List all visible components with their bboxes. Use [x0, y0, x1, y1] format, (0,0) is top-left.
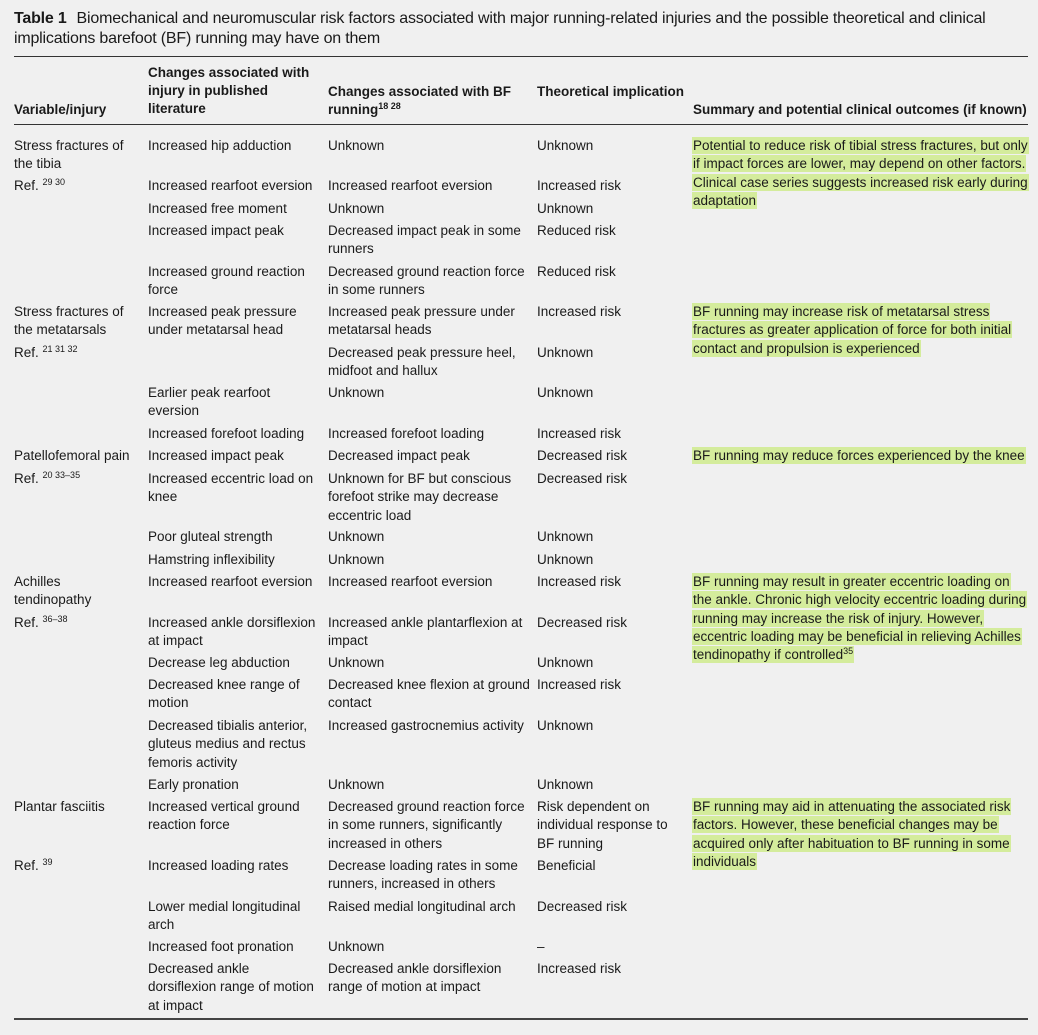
bf-change: Decrease loading rates in some runners, increased in others [328, 858, 518, 892]
implication: Increased risk [537, 961, 622, 976]
injury-change: Poor gluteal strength [148, 529, 273, 544]
injury-change: Hamstring inflexibility [148, 552, 275, 567]
ref-numbers: 39 [42, 857, 53, 867]
injury-change: Increased forefoot loading [148, 426, 305, 441]
bf-change: Unknown [328, 939, 385, 954]
bf-change: Decreased ankle dorsiflexion range of motion at impact [328, 961, 502, 995]
ref-numbers: 21 31 32 [42, 344, 78, 354]
bf-change: Increased ankle plantarflexion at impact [328, 615, 523, 649]
bf-change: Increased rearfoot eversion [328, 178, 493, 193]
injury-change: Lower medial longitudinal arch [148, 899, 301, 933]
bf-change: Increased rearfoot eversion [328, 574, 493, 589]
bf-change: Decreased ground reaction force in some runners [328, 264, 525, 298]
header-bf-changes-refs: 18 28 [378, 101, 401, 111]
injury-change: Increased free moment [148, 201, 287, 216]
implication: Decreased risk [537, 899, 628, 914]
injury-change: Decreased tibialis anterior, gluteus medius and rectus femoris activity [148, 718, 308, 770]
implication: Unknown [537, 552, 594, 567]
header-variable-injury: Variable/injury [14, 102, 107, 117]
table-label: Table 1 [14, 10, 67, 27]
header-bf-changes-text: Changes associated with BF running [328, 84, 512, 117]
injury-name: Stress fractures of the metatarsals [14, 304, 124, 338]
injury-change: Increased rearfoot eversion [148, 574, 313, 589]
implication: Increased risk [537, 574, 622, 589]
bf-change: Decreased knee flexion at ground contact [328, 677, 530, 711]
implication: Increased risk [537, 178, 622, 193]
summary-cell [693, 798, 1029, 871]
injury-name: Stress fractures of the tibia [14, 138, 124, 172]
injury-change: Increased impact peak [148, 223, 284, 238]
ref-numbers: 20 33–35 [42, 470, 81, 480]
implication: Reduced risk [537, 264, 616, 279]
summary-cell [693, 303, 1029, 358]
summary-text [693, 574, 1026, 662]
implication: Unknown [537, 529, 594, 544]
bf-change: Unknown for BF but conscious forefoot strike may decrease eccentric load [328, 471, 512, 523]
injury-change: Increased impact peak [148, 448, 284, 463]
bf-change: Increased gastrocnemius activity [328, 718, 524, 733]
header-rule [14, 124, 1028, 125]
injury-name: Patellofemoral pain [14, 448, 130, 463]
header-injury-changes: Changes associated with injury in published literature [148, 65, 310, 116]
injury-change: Increased peak pressure under metatarsal head [148, 304, 297, 338]
implication: Beneficial [537, 858, 596, 873]
injury-name: Plantar fasciitis [14, 799, 105, 814]
ref-prefix: Ref. [14, 178, 39, 193]
ref-prefix: Ref. [14, 615, 39, 630]
header-theoretical-implication: Theoretical implication [537, 84, 685, 99]
implication: Decreased risk [537, 448, 628, 463]
injury-change: Early pronation [148, 777, 239, 792]
summary-text: BF running may increase risk of metatarsal stress fractures as greater application of force for both initial contact and propulsion is experienced [693, 304, 1012, 356]
injury-change: Increased foot pronation [148, 939, 294, 954]
bf-change: Unknown [328, 138, 385, 153]
bf-change: Raised medial longitudinal arch [328, 899, 516, 914]
bf-change: Unknown [328, 777, 385, 792]
injury-ref [14, 857, 142, 875]
injury-change: Increased hip adduction [148, 138, 292, 153]
ref-prefix: Ref. [14, 858, 39, 873]
bf-change: Unknown [328, 529, 385, 544]
injury-change: Increased loading rates [148, 858, 289, 873]
bf-change: Unknown [328, 385, 385, 400]
implication: Unknown [537, 777, 594, 792]
implication: Unknown [537, 201, 594, 216]
summary-ref: 35 [843, 646, 854, 657]
bf-change: Decreased peak pressure heel, midfoot and hallux [328, 345, 516, 379]
summary-text: BF running may aid in attenuating the associated risk factors. However, these beneficial changes may be acquired only after habituation to BF running in some individuals [693, 799, 1011, 869]
bf-change: Unknown [328, 655, 385, 670]
implication: – [537, 939, 545, 954]
bf-change: Unknown [328, 552, 385, 567]
implication: Decreased risk [537, 471, 628, 486]
injury-change: Increased eccentric load on knee [148, 471, 314, 505]
injury-change: Increased ankle dorsiflexion at impact [148, 615, 316, 649]
injury-ref [14, 470, 142, 488]
bf-change: Decreased impact peak [328, 448, 470, 463]
ref-prefix: Ref. [14, 471, 39, 486]
implication: Increased risk [537, 304, 622, 319]
ref-prefix: Ref. [14, 345, 39, 360]
summary-cell [693, 573, 1029, 664]
summary-cell [693, 137, 1029, 210]
header-bf-changes [328, 83, 528, 119]
injury-change: Increased vertical ground reaction force [148, 799, 300, 833]
injury-change: Increased ground reaction force [148, 264, 305, 298]
table-caption-text: Biomechanical and neuromuscular risk factors associated with major running-related injuries and the possible theoretical and clinical implications barefoot (BF) running may have on them [14, 10, 986, 47]
injury-change: Decreased knee range of motion [148, 677, 300, 711]
implication: Reduced risk [537, 223, 616, 238]
implication: Increased risk [537, 426, 622, 441]
injury-ref [14, 344, 142, 362]
implication: Risk dependent on individual response to BF running [537, 799, 668, 851]
summary-cell [693, 447, 1029, 465]
implication: Unknown [537, 345, 594, 360]
ref-numbers: 29 30 [42, 177, 66, 187]
implication: Unknown [537, 385, 594, 400]
summary-text: Potential to reduce risk of tibial stress fractures, but only if impact forces are lower, may depend on other factors. Clinical case series suggests increased risk early during adaptation [693, 138, 1028, 208]
summary-text: BF running may reduce forces experienced by the knee [693, 448, 1025, 463]
bf-change: Increased peak pressure under metatarsal heads [328, 304, 515, 338]
injury-change: Decreased ankle dorsiflexion range of motion at impact [148, 961, 314, 1013]
injury-change: Decrease leg abduction [148, 655, 290, 670]
implication: Unknown [537, 138, 594, 153]
bf-change: Increased forefoot loading [328, 426, 485, 441]
injury-ref [14, 177, 142, 195]
ref-numbers: 36–38 [42, 614, 68, 624]
injury-name: Achilles tendinopathy [14, 574, 92, 608]
implication: Unknown [537, 655, 594, 670]
injury-ref [14, 614, 142, 632]
implication: Decreased risk [537, 615, 628, 630]
table-caption [14, 9, 1024, 49]
injury-change: Earlier peak rearfoot eversion [148, 385, 271, 419]
bf-change: Decreased impact peak in some runners [328, 223, 521, 257]
bf-change: Decreased ground reaction force in some runners, significantly increased in others [328, 799, 525, 851]
injury-change: Increased rearfoot eversion [148, 178, 313, 193]
implication: Unknown [537, 718, 594, 733]
header-summary: Summary and potential clinical outcomes (if known) [693, 102, 1027, 117]
implication: Increased risk [537, 677, 622, 692]
top-rule [14, 56, 1028, 57]
summary-text-body: BF running may result in greater eccentric loading on the ankle. Chronic high velocity eccentric loading during running may increase the risk of injury. However, eccentric loading may be beneficial in relieving Achilles tendinopathy if controlled [693, 574, 1027, 663]
bf-change: Unknown [328, 201, 385, 216]
bottom-rule [14, 1018, 1028, 1020]
